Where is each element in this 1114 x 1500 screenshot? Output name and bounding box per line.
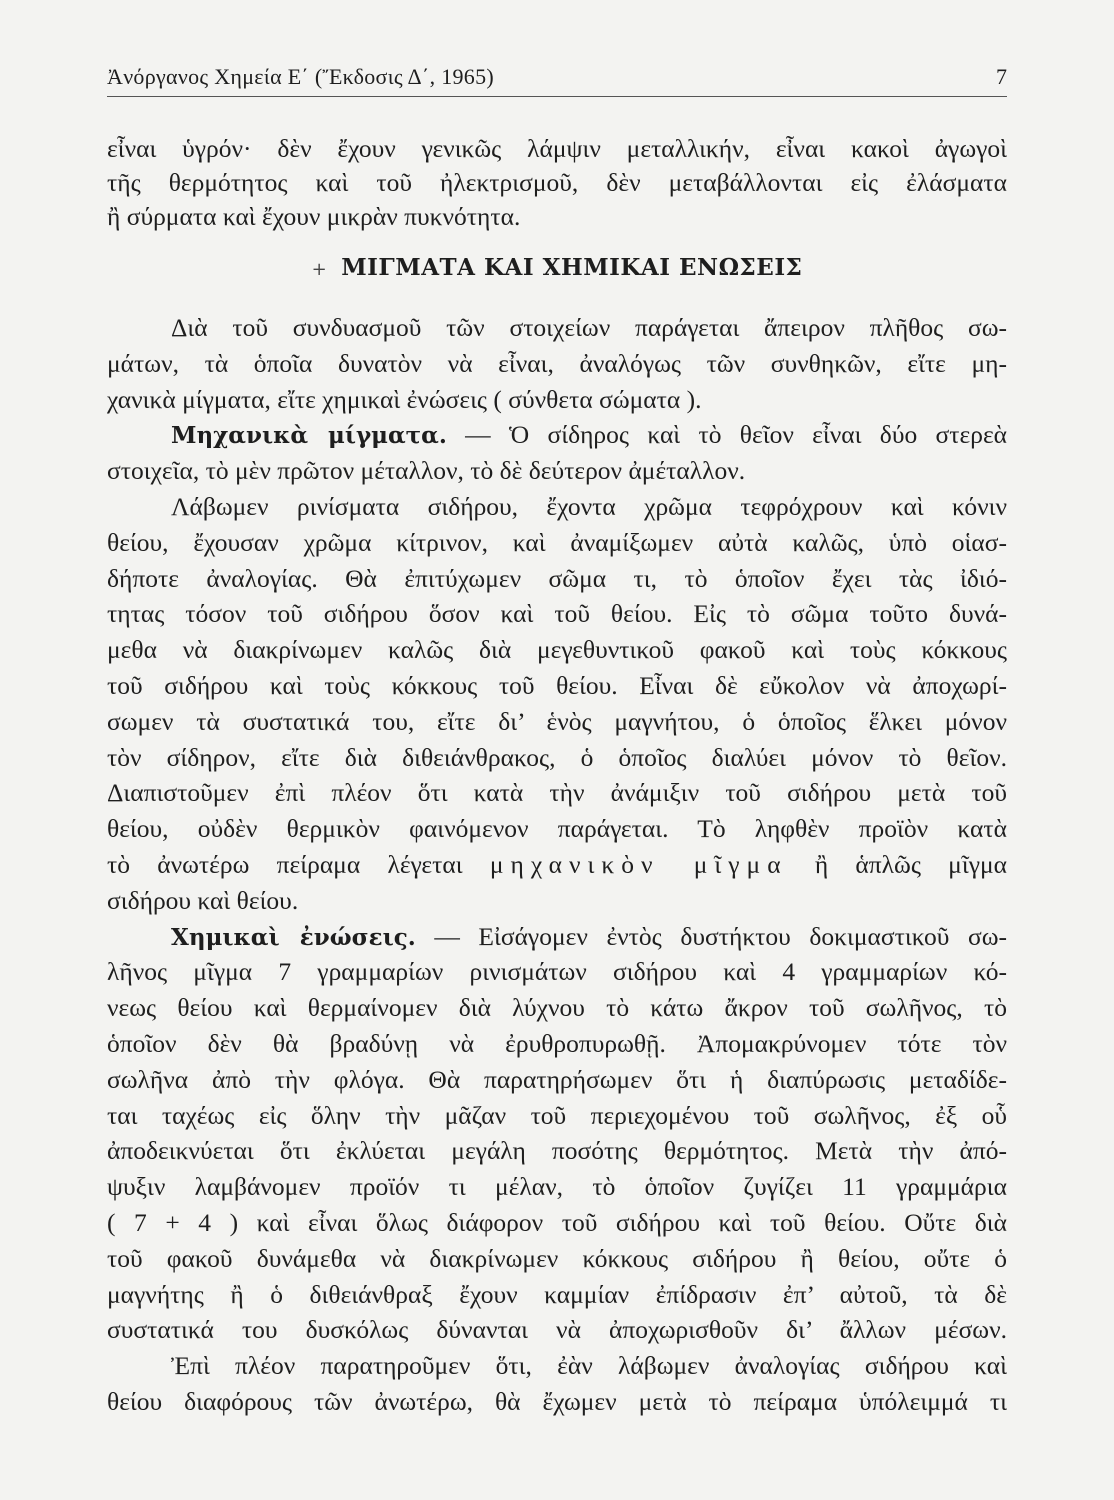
text-run: μάτων, τὰ ὁποῖα δυνατὸν νὰ εἶναι, ἀναλόγως τῶν συνθηκῶν, εἴτε μη- [107, 348, 1007, 378]
text-line [107, 1026, 1007, 1062]
page-number: 7 [996, 64, 1007, 89]
text-line [107, 1205, 1007, 1241]
text-run: συστατικά του δυσκόλως δύνανται νὰ ἀποχωρισθοῦν δι’ ἄλλων μέσων. [107, 1315, 1007, 1345]
run-in-heading: Χημικαὶ ἐνώσεις. [171, 923, 416, 951]
text-line [107, 200, 1007, 234]
text-line [107, 1133, 1007, 1169]
text-run: Ἐπὶ πλέον παρατηροῦμεν ὅτι, ἐὰν λάβωμεν ἀναλογίας σιδήρου καὶ [171, 1351, 1007, 1381]
text-line [107, 1384, 1007, 1420]
text-run: τὸ ἀνωτέρω πείραμα λέγεται [107, 849, 490, 879]
text-line [107, 453, 1007, 489]
running-title: Ἀνόργανος Χημεία Ε΄ (Ἔκδοσις Δ΄, 1965) [107, 64, 495, 89]
text-run: σιδήρου καὶ θείου. [107, 885, 299, 915]
text-run: δήποτε ἀναλογίας. Θὰ ἐπιτύχωμεν σῶμα τι, τὸ ὁποῖον ἔχει τὰς ἰδιό- [107, 563, 1007, 593]
continued-paragraph [107, 132, 1007, 234]
text-line [107, 1277, 1007, 1313]
text-line [107, 1098, 1007, 1134]
text-line [107, 811, 1007, 847]
text-run: χανικὰ μίγματα, εἴτε χημικαὶ ἐνώσεις ( σύνθετα σώματα ). [107, 384, 702, 414]
text-run: Διαπιστοῦμεν ἐπὶ πλέον ὅτι κατὰ τὴν ἀνάμιξιν τοῦ σιδήρου μετὰ τοῦ [107, 778, 1007, 808]
text-run: ( 7 + 4 ) καὶ εἶναι ὅλως διάφορον τοῦ σιδήρου καὶ τοῦ θείου. Οὔτε διὰ [107, 1207, 1007, 1237]
text-run: ται ταχέως εἰς ὅλην τὴν μᾶζαν τοῦ περιεχομένου τοῦ σωλῆνος, ἐξ οὗ [107, 1100, 1007, 1130]
text-line [107, 1241, 1007, 1277]
run-in-heading: Μηχανικὰ μίγματα. [171, 422, 447, 450]
spaced-term: μηχανικὸν μῖγμα [489, 849, 788, 879]
text-run: Λάβωμεν ρινίσματα σιδήρου, ἔχοντα χρῶμα τεφρόχρουν καὶ κόνιν [171, 491, 1007, 521]
text-line [107, 740, 1007, 776]
text-run: — Ὁ σίδηρος καὶ τὸ θεῖον εἶναι δύο στερεὰ [446, 420, 1008, 450]
text-line [107, 775, 1007, 811]
text-run: τὸν σίδηρον, εἴτε διὰ διθειάνθρακος, ὁ ὁποῖος διαλύει μόνον τὸ θεῖον. [107, 742, 1007, 772]
text-run: Διὰ τοῦ συνδυασμοῦ τῶν στοιχείων παράγεται ἄπειρον πλῆθος σω- [171, 313, 1007, 342]
text-line [107, 990, 1007, 1026]
text-run: θείου, οὐδὲν θερμικὸν φαινόμενον παράγεται. Τὸ ληφθὲν προϊὸν κατὰ [107, 814, 1007, 844]
text-line [107, 561, 1007, 597]
text-run: ψυξιν λαμβάνομεν προϊόν τι μέλαν, τὸ ὁποῖον ζυγίζει 11 γραμμάρια [107, 1172, 1007, 1202]
text-line [107, 883, 1007, 919]
text-line [107, 596, 1007, 632]
text-line [107, 1062, 1007, 1098]
handwritten-mark: + [311, 259, 328, 280]
text-line [107, 132, 1007, 166]
text-run: στοιχεῖα, τὸ μὲν πρῶτον μέταλλον, τὸ δὲ δεύτερον ἀμέταλλον. [107, 456, 746, 486]
text-line [107, 668, 1007, 704]
text-line [107, 382, 1007, 418]
text-line [107, 847, 1007, 883]
text-line [107, 704, 1007, 740]
text-run: σωλῆνα ἀπὸ τὴν φλόγα. Θὰ παρατηρήσωμεν ὅτι ἡ διαπύρωσις μεταδίδε- [107, 1064, 1007, 1094]
text-run: σωμεν τὰ συστατικά του, εἴτε δι’ ἑνὸς μαγνήτου, ὁ ὁποῖος ἕλκει μόνον [107, 706, 1007, 736]
text-run: τῆς θερμότητος καὶ τοῦ ἠλεκτρισμοῦ, δὲν μεταβάλλονται εἰς ἐλάσματα [107, 168, 1007, 197]
text-run: μαγνήτης ἢ ὁ διθειάνθραξ ἔχουν καμμίαν ἐπίδρασιν ἐπ’ αὐτοῦ, τὰ δὲ [107, 1279, 1007, 1309]
running-header [107, 60, 1007, 97]
text-run: τητας τόσον τοῦ σιδήρου ὅσον καὶ τοῦ θείου. Εἰς τὸ σῶμα τοῦτο δυνά- [107, 599, 1007, 629]
text-run: εἶναι ὑγρόν· δὲν ἔχουν γενικῶς λάμψιν μεταλλικήν, εἶναι κακοὶ ἀγωγοὶ [107, 134, 1007, 163]
text-line [107, 166, 1007, 200]
text-run: θείου διαφόρους τῶν ἀνωτέρω, θὰ ἔχωμεν μετὰ τὸ πείραμα ὑπόλειμμά τι [107, 1386, 1007, 1416]
text-run: τοῦ σιδήρου καὶ τοὺς κόκκους τοῦ θείου. Εἶναι δὲ εὔκολον νὰ ἀποχωρί- [107, 670, 1007, 700]
text-line [107, 919, 1007, 955]
body-text [107, 310, 1007, 1420]
text-line [107, 1169, 1007, 1205]
text-run: νεως θείου καὶ θερμαίνομεν διὰ λύχνου τὸ κάτω ἄκρον τοῦ σωλῆνος, τὸ [107, 993, 1007, 1023]
text-line [107, 954, 1007, 990]
text-line [107, 1348, 1007, 1384]
text-run: ἢ ἁπλῶς μῖγμα [787, 849, 1008, 879]
text-line [107, 346, 1007, 382]
text-run: λῆνος μῖγμα 7 γραμμαρίων ρινισμάτων σιδήρου καὶ 4 γραμμαρίων κό- [107, 957, 1007, 987]
text-run: θείου, ἔχουσαν χρῶμα κίτρινον, καὶ ἀναμίξωμεν αὐτὰ καλῶς, ὑπὸ οἱασ- [107, 527, 1007, 557]
text-line [107, 417, 1007, 453]
text-line [107, 310, 1007, 346]
text-line [107, 525, 1007, 561]
section-heading-text: ΜΙΓΜΑΤΑ ΚΑΙ ΧΗΜΙΚΑΙ ΕΝΩΣΕΙΣ [341, 254, 803, 281]
text-run: τοῦ φακοῦ δυνάμεθα νὰ διακρίνωμεν κόκκους σιδήρου ἢ θείου, οὔτε ὁ [107, 1243, 1007, 1273]
text-line [107, 489, 1007, 525]
text-run: ἀποδεικνύεται ὅτι ἐκλύεται μεγάλη ποσότης θερμότητος. Μετὰ τὴν ἀπό- [107, 1136, 1007, 1166]
text-run: ἢ σύρματα καὶ ἔχουν μικρὰν πυκνότητα. [107, 202, 521, 231]
text-run: — Εἰσάγομεν ἐντὸς δυστήκτου δοκιμαστικοῦ σω- [415, 921, 1007, 951]
text-run: ὁποῖον δὲν θὰ βραδύνῃ νὰ ἐρυθροπυρωθῇ. Ἀπομακρύνομεν τότε τὸν [107, 1028, 1007, 1058]
text-line [107, 632, 1007, 668]
text-line [107, 1312, 1007, 1348]
section-heading [0, 254, 1114, 281]
text-run: μεθα νὰ διακρίνωμεν καλῶς διὰ μεγεθυντικοῦ φακοῦ καὶ τοὺς κόκκους [107, 635, 1007, 665]
